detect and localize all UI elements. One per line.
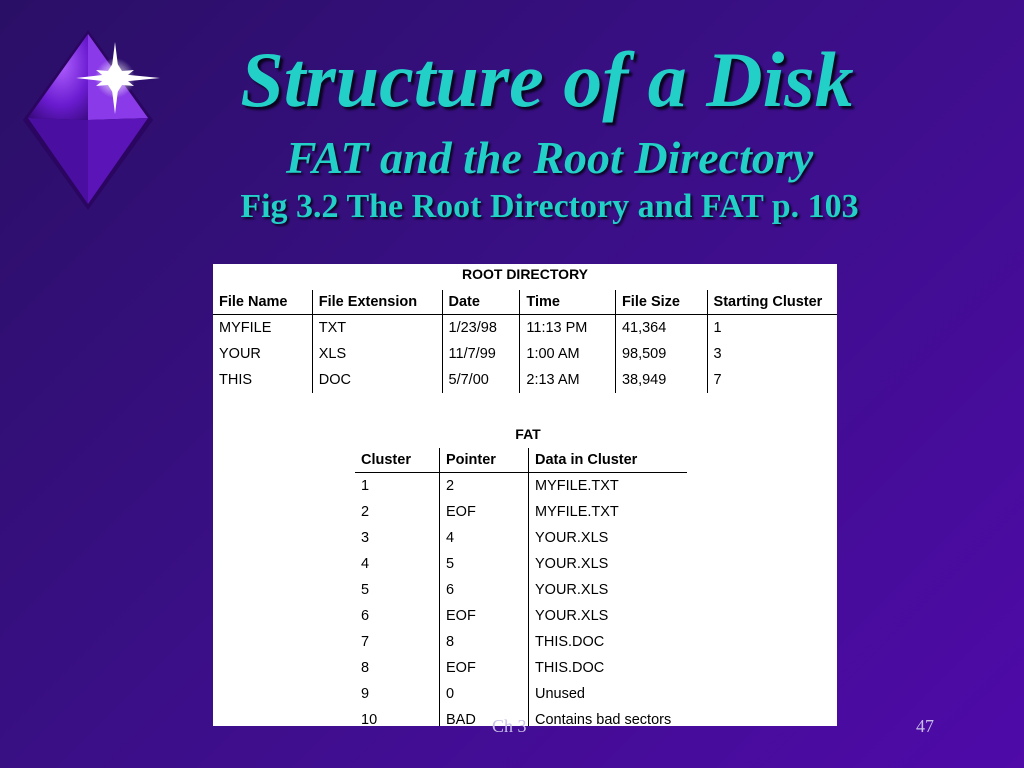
table-cell: 11:13 PM xyxy=(520,315,616,342)
footer-chapter: Ch 3 xyxy=(492,716,527,736)
table-cell: 7 xyxy=(707,367,837,393)
table-cell: 8 xyxy=(440,629,529,655)
table-cell: 6 xyxy=(361,608,370,624)
table-cell: 1 xyxy=(707,315,837,342)
column-header: File Extension xyxy=(312,290,442,315)
table-cell: 2:13 AM xyxy=(520,367,616,393)
column-header: Pointer xyxy=(440,448,529,473)
table-cell: 11/7/99 xyxy=(442,341,520,367)
table-row xyxy=(355,577,687,603)
table-cell: MYFILE xyxy=(219,320,272,336)
table-cell: Contains bad sectors xyxy=(529,707,688,726)
table-header-row xyxy=(213,290,837,315)
table-cell: EOF xyxy=(440,499,529,525)
figure-panel xyxy=(213,264,837,726)
column-header: Date xyxy=(442,290,520,315)
table-cell: EOF xyxy=(440,655,529,681)
column-header: File Size xyxy=(615,290,707,315)
table-cell: 8 xyxy=(361,660,370,676)
table-cell: 9 xyxy=(361,686,370,702)
table-cell: 41,364 xyxy=(615,315,707,342)
table-cell: 5/7/00 xyxy=(442,367,520,393)
table-row xyxy=(355,499,687,525)
page-number: 47 xyxy=(916,716,934,736)
table-cell: 2 xyxy=(440,473,529,500)
table-cell: 5 xyxy=(361,582,370,598)
table-row xyxy=(213,367,837,393)
table-cell: MYFILE.TXT xyxy=(529,473,688,500)
table-cell: 0 xyxy=(440,681,529,707)
table-cell: 1:00 AM xyxy=(520,341,616,367)
table-cell: 5 xyxy=(440,551,529,577)
figure-caption: Fig 3.2 The Root Directory and FAT p. 103 xyxy=(240,188,859,225)
table-cell: 4 xyxy=(361,556,370,572)
table-cell: YOUR.XLS xyxy=(529,551,688,577)
table-cell: 4 xyxy=(440,525,529,551)
table-cell: 1 xyxy=(361,478,370,494)
fat-heading: FAT xyxy=(515,426,541,442)
column-header: Data in Cluster xyxy=(529,448,688,473)
table-cell: YOUR.XLS xyxy=(529,525,688,551)
table-row xyxy=(355,681,687,707)
table-cell: 38,949 xyxy=(615,367,707,393)
table-cell: 98,509 xyxy=(615,341,707,367)
fat-table xyxy=(355,448,687,726)
table-cell: 1/23/98 xyxy=(442,315,520,342)
table-cell: TXT xyxy=(312,315,442,342)
table-row xyxy=(355,629,687,655)
table-cell: THIS.DOC xyxy=(529,629,688,655)
table-cell: Unused xyxy=(529,681,688,707)
table-cell: YOUR xyxy=(219,346,261,362)
table-row xyxy=(355,551,687,577)
table-cell: 2 xyxy=(361,504,370,520)
table-row xyxy=(355,655,687,681)
table-cell: EOF xyxy=(440,603,529,629)
table-row xyxy=(355,525,687,551)
table-cell: THIS.DOC xyxy=(529,655,688,681)
table-cell: 10 xyxy=(361,712,378,726)
column-header: Starting Cluster xyxy=(707,290,837,315)
column-header: File Name xyxy=(213,290,312,315)
table-cell: DOC xyxy=(312,367,442,393)
table-row xyxy=(355,603,687,629)
table-cell: BAD xyxy=(440,707,529,726)
column-header: Cluster xyxy=(355,448,440,473)
root-directory-heading: ROOT DIRECTORY xyxy=(461,266,588,282)
table-cell: 6 xyxy=(440,577,529,603)
table-cell: YOUR.XLS xyxy=(529,577,688,603)
table-cell: 3 xyxy=(707,341,837,367)
table-cell: MYFILE.TXT xyxy=(529,499,688,525)
table-cell: THIS xyxy=(219,372,253,388)
root-directory-table xyxy=(213,290,837,393)
table-row xyxy=(355,473,687,500)
table-cell: YOUR.XLS xyxy=(529,603,688,629)
table-cell: 3 xyxy=(361,530,370,546)
table-header-row xyxy=(355,448,687,473)
slide-title: Structure of a Disk xyxy=(240,36,854,123)
table-cell: XLS xyxy=(312,341,442,367)
slide-subtitle: FAT and the Root Directory xyxy=(285,132,814,183)
table-row xyxy=(213,341,837,367)
table-row xyxy=(213,315,837,342)
column-header: Time xyxy=(520,290,616,315)
table-cell: 7 xyxy=(361,634,370,650)
